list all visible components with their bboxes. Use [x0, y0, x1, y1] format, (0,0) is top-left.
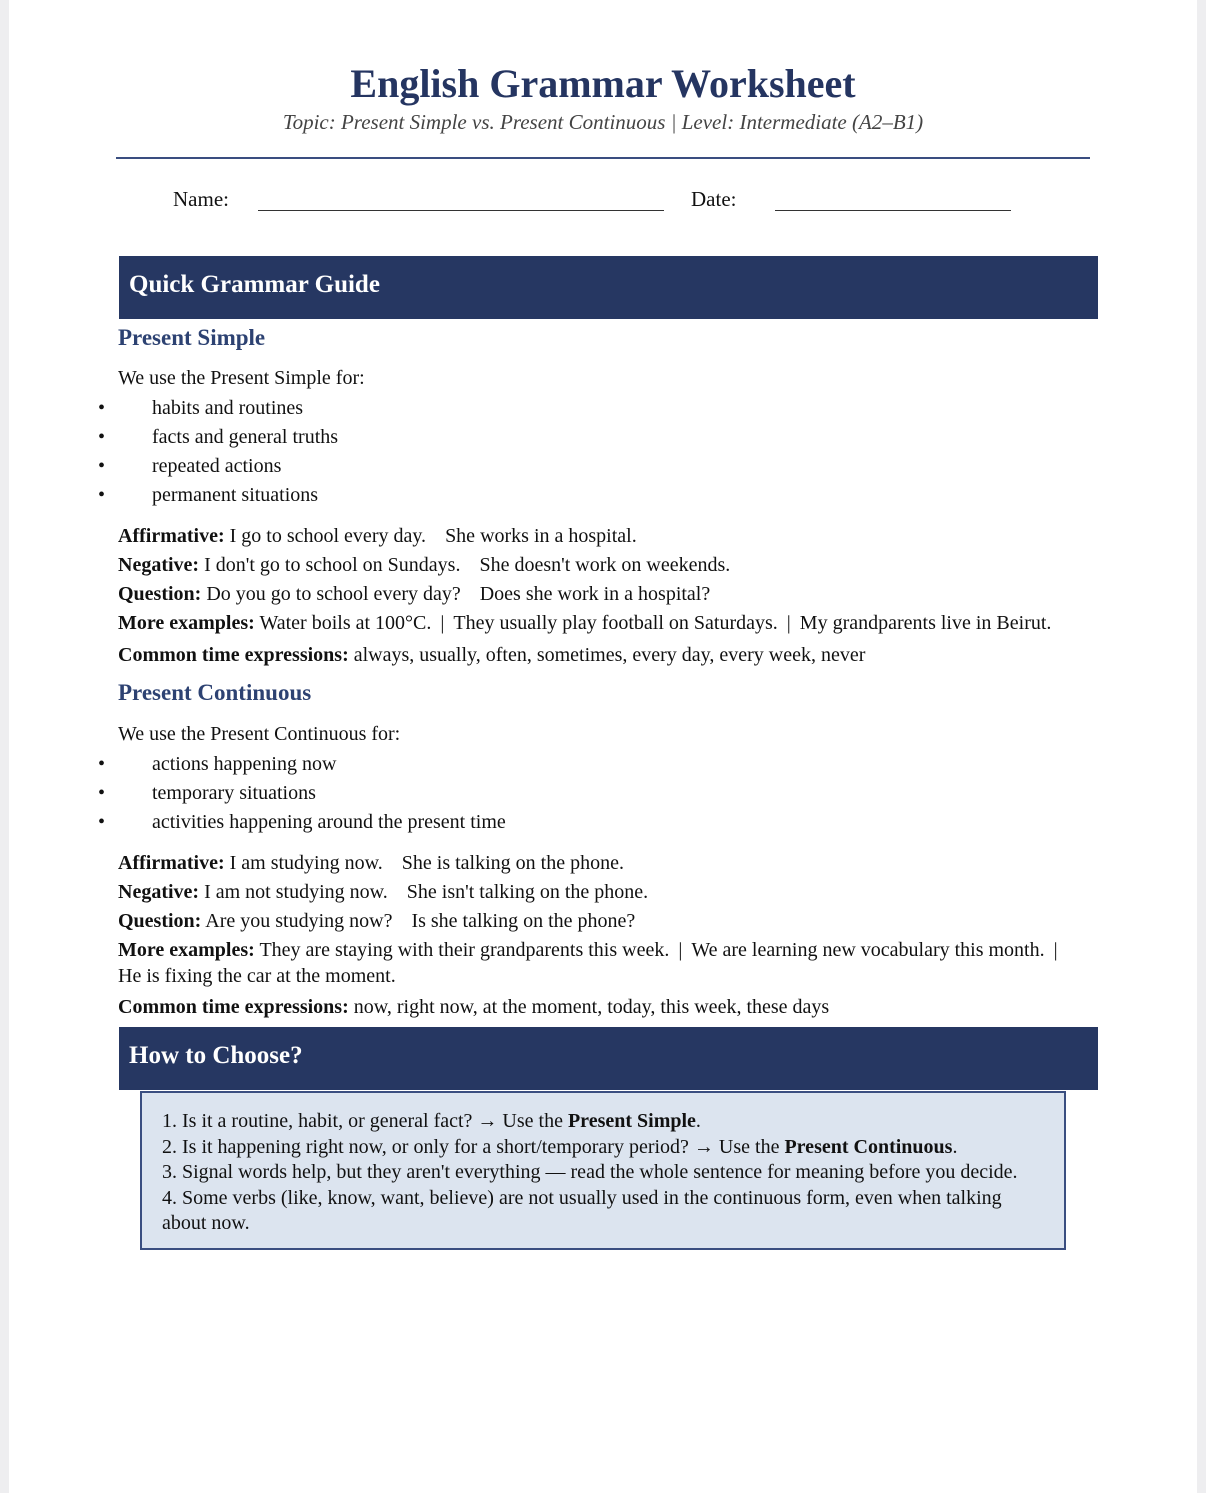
date-field[interactable]	[775, 210, 1011, 211]
section-heading-guide: Quick Grammar Guide	[119, 256, 1098, 319]
present-continuous-heading: Present Continuous	[118, 680, 312, 705]
simple-negative: Negative: I don't go to school on Sundays. She doesn't work on weekends.	[118, 554, 731, 576]
bullet: •	[98, 782, 106, 804]
name-label: Name:	[173, 187, 229, 211]
bullet: •	[98, 484, 106, 506]
name-field[interactable]	[258, 210, 664, 211]
worksheet-page	[9, 0, 1197, 1493]
bullet: •	[98, 455, 106, 477]
page-title: English Grammar Worksheet	[350, 61, 856, 106]
simple-affirmative: Affirmative: I go to school every day. She works in a hospital.	[118, 525, 637, 547]
choose-tips-box	[140, 1091, 1066, 1250]
present-continuous-intro: We use the Present Continuous for:	[118, 723, 401, 745]
present-simple-heading: Present Simple	[118, 325, 266, 350]
page-subtitle: Topic: Present Simple vs. Present Continuous | Level: Intermediate (A2–B1)	[282, 110, 924, 134]
present-simple-intro: We use the Present Simple for:	[118, 367, 365, 389]
continuous-affirmative: Affirmative: I am studying now. She is talking on the phone.	[118, 852, 624, 874]
bullet: •	[98, 811, 106, 833]
continuous-question: Question: Are you studying now? Is she talking on the phone?	[118, 910, 636, 932]
continuous-more-examples: More examples: They are staying with their grandparents this week. | We are learning new vocabulary this month. |	[118, 939, 1058, 961]
simple-question: Question: Do you go to school every day? Does she work in a hospital?	[118, 583, 711, 605]
list-item: 3. Signal words help, but they aren't everything — read the whole sentence for meaning before you decide.	[162, 1161, 1018, 1183]
bullet: •	[98, 397, 106, 419]
section-heading-choose: How to Choose?	[119, 1027, 1098, 1090]
list-item: 4. Some verbs (like, know, want, believe) are not usually used in the continuous form, even when talking about now.	[162, 1186, 1002, 1234]
simple-more-examples: More examples: Water boils at 100°C. | They usually play football on Saturdays. | My grandparents live in Beirut.	[118, 612, 1052, 634]
bullet: •	[98, 426, 106, 448]
header-divider	[116, 157, 1090, 159]
list-item: 2. Is it happening right now, or only for a short/temporary period? → Use the Present Continuous.	[162, 1135, 958, 1158]
continuous-more-examples-cont: He is fixing the car at the moment.	[118, 965, 396, 987]
date-label: Date:	[691, 187, 737, 211]
continuous-negative: Negative: I am not studying now. She isn't talking on the phone.	[118, 881, 649, 903]
bullet: •	[98, 753, 106, 775]
simple-time-expressions: Common time expressions: always, usually, often, sometimes, every day, every week, never	[118, 644, 866, 666]
continuous-time-expressions: Common time expressions: now, right now, at the moment, today, this week, these days	[118, 996, 830, 1018]
list-item: 1. Is it a routine, habit, or general fact? → Use the Present Simple.	[162, 1110, 701, 1132]
